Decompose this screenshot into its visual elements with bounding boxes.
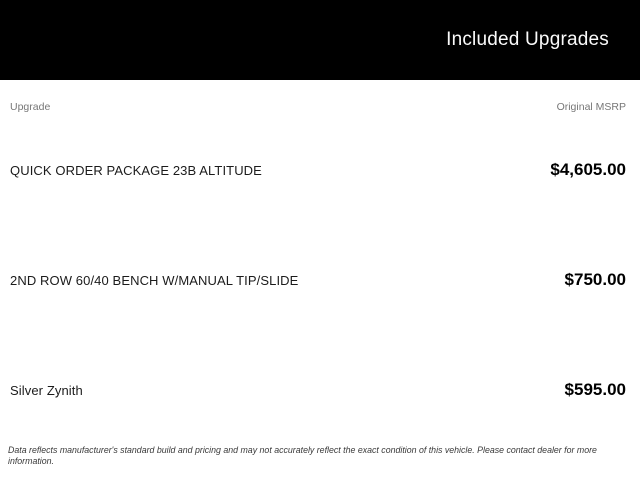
page-title: Included Upgrades <box>446 29 609 50</box>
table-header-row <box>10 80 626 115</box>
disclaimer-text: Data reflects manufacturer's standard build and pricing and may not accurately reflect the exact condition of this vehicle. Please contact dealer for more information. <box>8 445 597 466</box>
upgrades-table <box>0 80 640 445</box>
upgrade-name: QUICK ORDER PACKAGE 23B ALTITUDE <box>10 162 262 178</box>
column-header-msrp: Original MSRP <box>556 101 626 113</box>
upgrade-price: $750.00 <box>564 270 626 289</box>
upgrade-name: Silver Zynith <box>10 382 83 398</box>
header-bar <box>0 0 640 80</box>
table-row <box>10 225 626 335</box>
table-row <box>10 335 626 445</box>
upgrade-price: $4,605.00 <box>550 160 626 179</box>
column-header-upgrade: Upgrade <box>10 101 51 113</box>
upgrade-price: $595.00 <box>564 380 626 399</box>
table-row <box>10 115 626 225</box>
upgrade-name: 2ND ROW 60/40 BENCH W/MANUAL TIP/SLIDE <box>10 272 299 288</box>
